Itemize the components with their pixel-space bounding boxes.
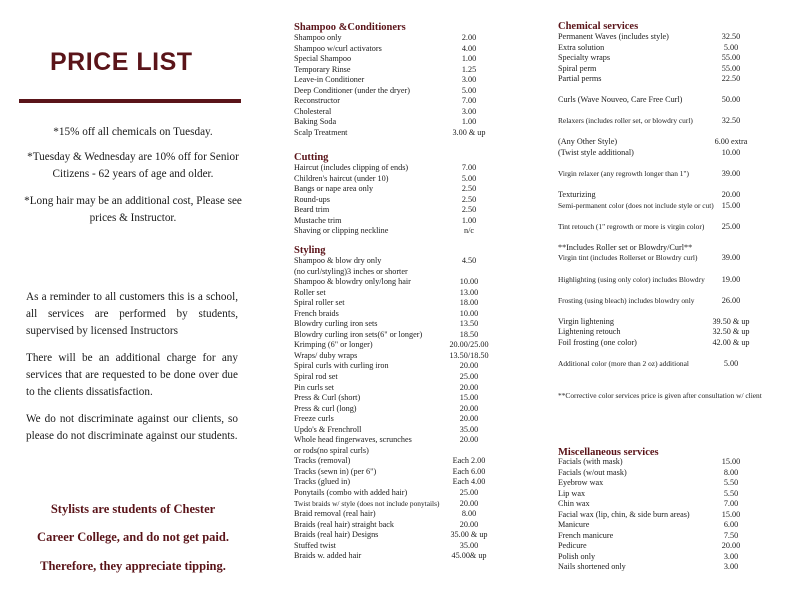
service-price: 20.00 bbox=[721, 190, 741, 200]
service-price: 6.00 extra bbox=[714, 137, 748, 147]
service-name: Special Shampoo bbox=[294, 54, 352, 64]
service-name: Virgin lightening bbox=[558, 316, 614, 326]
service-price: 4.00 bbox=[461, 43, 477, 53]
service-price: 55.00 bbox=[721, 53, 741, 63]
service-name: Texturizing bbox=[558, 190, 596, 200]
service-name: **Corrective color services price is given after consultation w/ client bbox=[558, 390, 762, 400]
service-name: Pin curls set bbox=[294, 382, 335, 392]
service-name: or rods(no spiral curls) bbox=[294, 445, 369, 455]
service-price: 45.00& up bbox=[451, 551, 487, 561]
service-price: 19.00 bbox=[721, 274, 741, 284]
service-name: Polish only bbox=[558, 551, 596, 561]
service-price: 1.25 bbox=[461, 64, 477, 74]
service-name: Wraps/ duby wraps bbox=[294, 350, 358, 360]
service-name: Roller set bbox=[294, 287, 326, 297]
service-name: Shampoo only bbox=[294, 33, 342, 42]
service-price: 13.00 bbox=[459, 287, 479, 297]
service-name: Extra solution bbox=[558, 42, 605, 52]
service-name: Beard trim bbox=[294, 205, 330, 215]
service-price: 5.00 bbox=[723, 42, 739, 52]
service-price: 22.50 bbox=[721, 74, 741, 84]
service-price: n/c bbox=[463, 226, 474, 236]
service-price: 5.50 bbox=[723, 478, 739, 488]
service-price: 7.00 bbox=[461, 163, 477, 172]
service-name: Virgin tint (includes Rollerset or Blowdry curl) bbox=[558, 253, 698, 263]
service-price: 6.00 bbox=[723, 520, 739, 530]
service-name: (no curl/styling)3 inches or shorter bbox=[294, 266, 408, 276]
service-name: Leave-in Conditioner bbox=[294, 75, 365, 85]
service-name: Blowdry curling iron sets(6" or longer) bbox=[294, 329, 423, 339]
service-price: 3.00 bbox=[723, 551, 739, 561]
service-price: 5.00 bbox=[461, 85, 477, 95]
service-price: 25.00 bbox=[459, 372, 479, 382]
service-name: Permanent Waves (includes style) bbox=[558, 32, 669, 41]
policy-school-notice: As a reminder to all customers this is a school, all services are performed by students, supervised by licensed Instructors bbox=[26, 291, 238, 337]
service-name: Chin wax bbox=[558, 499, 590, 509]
service-price: 3.00 bbox=[461, 75, 477, 85]
service-name: Facial wax (lip, chin, & side burn areas) bbox=[558, 509, 690, 519]
service-name: Lip wax bbox=[558, 488, 586, 498]
policy-nondiscrimination: We do not discriminate against our clients, so please do not discriminate against our students. bbox=[26, 413, 238, 442]
service-name: Scalp Treatment bbox=[294, 127, 348, 137]
section-heading-cutting: Cutting bbox=[294, 152, 329, 163]
service-name: Whole head fingerwaves, scrunches bbox=[294, 435, 412, 445]
service-price: 10.00 bbox=[459, 277, 479, 287]
service-price: 35.00 & up bbox=[450, 530, 488, 540]
section-heading-misc: Miscellaneous services bbox=[558, 447, 659, 458]
service-name: Deep Conditioner (under the dryer) bbox=[294, 85, 410, 95]
service-name: Tracks (glued in) bbox=[294, 477, 351, 487]
service-name: Relaxers (includes roller set, or blowdry curl) bbox=[558, 116, 693, 126]
policy-redo-charge: There will be an additional charge for any services that are requested to be done over due to the clients dissatisfaction. bbox=[26, 352, 238, 398]
service-price: 5.00 bbox=[461, 173, 477, 183]
service-name: Press & Curl (short) bbox=[294, 393, 361, 403]
service-price: 25.00 bbox=[459, 488, 479, 498]
service-name: Haircut (includes clipping of ends) bbox=[294, 163, 409, 172]
service-price: 32.50 bbox=[721, 32, 741, 41]
service-name: Spiral roller set bbox=[294, 298, 345, 308]
service-price: 5.50 bbox=[723, 488, 739, 498]
service-price: 39.00 bbox=[721, 169, 741, 179]
section-heading-chemical: Chemical services bbox=[558, 21, 639, 32]
service-price: Each 6.00 bbox=[452, 466, 486, 476]
service-price: 20.00 bbox=[459, 361, 479, 371]
service-name: Spiral perm bbox=[558, 63, 597, 73]
service-name: Cholesteral bbox=[294, 106, 332, 116]
service-name: Tracks (sewn in) (per 6") bbox=[294, 466, 377, 476]
service-name: Foil frosting (one color) bbox=[558, 337, 637, 347]
service-price: 15.00 bbox=[721, 200, 741, 210]
service-name: Eyebrow wax bbox=[558, 478, 604, 488]
discount-note-long-hair: *Long hair may be an additional cost, Please see prices & Instructor. bbox=[24, 195, 242, 224]
page-title: PRICE LIST bbox=[50, 48, 193, 76]
service-price: 42.00 & up bbox=[712, 337, 750, 347]
service-price: 32.50 bbox=[721, 116, 741, 126]
service-name: Shampoo & blowdry only/long hair bbox=[294, 277, 411, 287]
service-name: Partial perms bbox=[558, 74, 602, 84]
service-price: 4.50 bbox=[461, 256, 477, 265]
service-name: Temporary Rinse bbox=[294, 64, 351, 74]
section-heading-shampoo: Shampoo &Conditioners bbox=[294, 22, 406, 33]
service-price: 32.50 & up bbox=[712, 327, 750, 337]
service-price: 50.00 bbox=[721, 95, 741, 105]
service-price: 15.00 bbox=[459, 393, 479, 403]
service-price: 20.00 bbox=[721, 541, 741, 551]
service-price: 20.00 bbox=[459, 403, 479, 413]
service-name: (Any Other Style) bbox=[558, 137, 618, 147]
discount-note-seniors: *Tuesday & Wednesday are 10% off for Senior Citizens - 62 years of age and older. bbox=[27, 151, 239, 180]
service-price: 13.50 bbox=[459, 319, 479, 329]
service-name: Ponytails (combo with added hair) bbox=[294, 488, 408, 498]
service-price: 20.00 bbox=[459, 498, 479, 508]
service-price: 18.00 bbox=[459, 298, 479, 308]
service-price: Each 4.00 bbox=[452, 477, 486, 487]
service-name: Nails shortened only bbox=[558, 562, 626, 572]
service-price: 2.00 bbox=[461, 33, 477, 42]
service-price: 25.00 bbox=[721, 221, 741, 231]
service-price: 39.50 & up bbox=[712, 316, 750, 326]
service-name: French braids bbox=[294, 308, 339, 318]
service-price: 35.00 bbox=[459, 540, 479, 550]
service-price: 20.00 bbox=[459, 519, 479, 529]
service-name: Braid removal (real hair) bbox=[294, 509, 376, 519]
service-price: 3.00 bbox=[723, 562, 739, 572]
service-price: 26.00 bbox=[721, 295, 741, 305]
service-name: Specialty wraps bbox=[558, 53, 611, 63]
discount-note-tuesday: *15% off all chemicals on Tuesday. bbox=[53, 126, 213, 138]
service-name: Braids w. added hair bbox=[294, 551, 362, 561]
service-name: Curls (Wave Nouveo, Care Free Curl) bbox=[558, 95, 683, 105]
service-name: Shampoo & blow dry only bbox=[294, 256, 382, 265]
service-name: Reconstructor bbox=[294, 96, 340, 106]
service-name: Round-ups bbox=[294, 194, 330, 204]
service-price: 18.50 bbox=[459, 329, 479, 339]
service-name: Krimping (6" or longer) bbox=[294, 340, 373, 350]
service-price: 15.00 bbox=[721, 457, 741, 466]
service-price: 15.00 bbox=[721, 509, 741, 519]
service-name: Twist braids w/ style (does not include ponytails) bbox=[294, 498, 440, 508]
service-price: 20.00 bbox=[459, 414, 479, 424]
service-name: Updo's & Frenchroll bbox=[294, 424, 362, 434]
service-price: 2.50 bbox=[461, 194, 477, 204]
service-price: Each 2.00 bbox=[452, 456, 486, 466]
service-name: Spiral rod set bbox=[294, 372, 338, 382]
tipping-line-3: Therefore, they appreciate tipping. bbox=[40, 559, 226, 573]
service-name: Manicure bbox=[558, 520, 590, 530]
service-price: 1.00 bbox=[461, 215, 477, 225]
service-price: 8.00 bbox=[723, 467, 739, 477]
service-name: Shaving or clipping neckline bbox=[294, 226, 389, 236]
service-name: Facials (with mask) bbox=[558, 457, 623, 466]
service-name: Braids (real hair) Designs bbox=[294, 530, 379, 540]
service-name: **Includes Roller set or Blowdry/Curl** bbox=[558, 242, 693, 252]
service-name: Spiral curls with curling iron bbox=[294, 361, 389, 371]
service-price: 10.00 bbox=[721, 148, 741, 158]
service-name: Tracks (removal) bbox=[294, 456, 351, 466]
service-name: Blowdry curling iron sets bbox=[294, 319, 378, 329]
service-name: Stuffed twist bbox=[294, 540, 336, 550]
service-name: Baking Soda bbox=[294, 117, 337, 127]
service-price: 7.50 bbox=[723, 530, 739, 540]
service-price: 13.50/18.50 bbox=[449, 350, 489, 360]
service-price: 20.00/25.00 bbox=[449, 340, 489, 350]
service-price: 3.00 & up bbox=[452, 127, 486, 137]
tipping-line-1: Stylists are students of Chester bbox=[50, 502, 216, 516]
service-price: 1.00 bbox=[461, 117, 477, 127]
service-name: Facials (w/out mask) bbox=[558, 467, 627, 477]
service-name: Pedicure bbox=[558, 541, 587, 551]
service-name: Additional color (more than 2 oz) additional bbox=[558, 358, 689, 368]
service-name: (Twist style additional) bbox=[558, 148, 634, 158]
service-name: Press & curl (long) bbox=[294, 403, 357, 413]
service-name: Mustache trim bbox=[294, 215, 342, 225]
service-price: 39.00 bbox=[721, 253, 741, 263]
service-price: 8.00 bbox=[461, 509, 477, 519]
service-price: 20.00 bbox=[459, 435, 479, 445]
service-name: Shampoo w/curl activators bbox=[294, 43, 382, 53]
service-name: Virgin relaxer (any regrowth longer than 1") bbox=[558, 169, 689, 179]
service-price: 10.00 bbox=[459, 308, 479, 318]
service-name: Highlighting (using only color) includes Blowdry bbox=[558, 274, 705, 284]
service-name: Freeze curls bbox=[294, 414, 334, 424]
service-price: 7.00 bbox=[461, 96, 477, 106]
service-price: 35.00 bbox=[459, 424, 479, 434]
service-name: Bangs or nape area only bbox=[294, 184, 374, 194]
service-price: 20.00 bbox=[459, 382, 479, 392]
service-name: Tint retouch (1" regrowth or more is virgin color) bbox=[558, 221, 705, 231]
tipping-line-2: Career College, and do not get paid. bbox=[37, 530, 229, 544]
service-price: 1.00 bbox=[461, 54, 477, 64]
service-price: 2.50 bbox=[461, 184, 477, 194]
service-name: Children's haircut (under 10) bbox=[294, 173, 389, 183]
service-price: 5.00 bbox=[723, 358, 739, 368]
service-name: Lightening retouch bbox=[558, 327, 621, 337]
service-price: 7.00 bbox=[723, 499, 739, 509]
service-name: Frosting (using bleach) includes blowdry only bbox=[558, 295, 695, 305]
section-heading-styling: Styling bbox=[294, 245, 326, 256]
service-name: French manicure bbox=[558, 530, 614, 540]
service-name: Semi-permanent color (does not include style or cut) bbox=[558, 200, 714, 210]
service-price: 3.00 bbox=[461, 106, 477, 116]
service-price: 55.00 bbox=[721, 63, 741, 73]
service-name: Braids (real hair) straight back bbox=[294, 519, 395, 529]
title-divider bbox=[19, 99, 241, 103]
service-price: 2.50 bbox=[461, 205, 477, 215]
